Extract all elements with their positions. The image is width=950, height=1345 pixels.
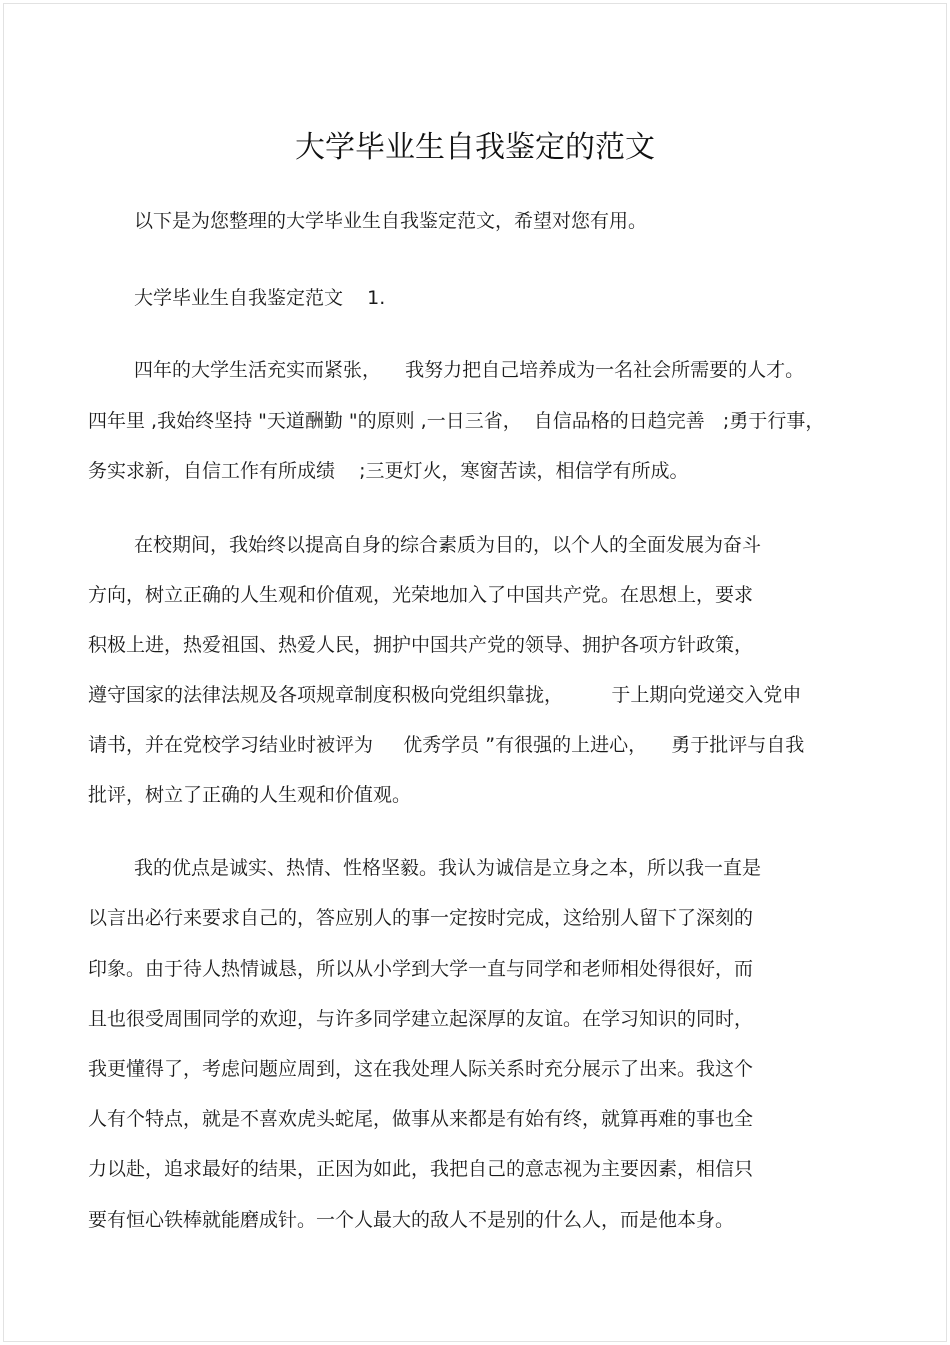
paragraph-3-line-7: 力以赴，追求最好的结果，正因为如此，我把自己的意志视为主要因素，相信只: [88, 1158, 754, 1180]
document-title: 大学毕业生自我鉴定的范文: [295, 130, 655, 165]
paragraph-2-line-5: 请书，并在党校学习结业时被评为 优秀学员 ”有很强的上进心， 勇于批评与自我: [88, 734, 805, 756]
paragraph-2-line-2: 方向，树立正确的人生观和价值观，光荣地加入了中国共产党。在思想上，要求: [88, 584, 754, 606]
paragraph-3-line-3: 印象。由于待人热情诚恳，所以从小学到大学一直与同学和老师相处得很好，而: [88, 958, 754, 980]
paragraph-1-line-2: 四年里 ,我始终坚持 "天道酬勤 "的原则 ,一日三省， 自信品格的日趋完善 ;勇于行事，: [88, 410, 825, 432]
section-heading: 大学毕业生自我鉴定范文 1.: [134, 287, 386, 309]
paragraph-3-line-4: 且也很受周围同学的欢迎，与许多同学建立起深厚的友谊。在学习知识的同时，: [88, 1008, 754, 1030]
paragraph-2-line-3: 积极上进，热爱祖国、热爱人民，拥护中国共产党的领导、拥护各项方针政策，: [88, 634, 754, 656]
document-page: [3, 3, 947, 1342]
paragraph-1-line-3: 务实求新，自信工作有所成绩 ;三更灯火，寒窗苦读，相信学有所成。: [88, 460, 689, 482]
paragraph-1-line-1: 四年的大学生活充实而紧张， 我努力把自己培养成为一名社会所需要的人才。: [134, 359, 805, 381]
paragraph-2-line-4: 遵守国家的法律法规及各项规章制度积极向党组织靠拢， 于上期向党递交入党申: [88, 684, 802, 706]
paragraph-3-line-8: 要有恒心铁棒就能磨成针。一个人最大的敌人不是别的什么人，而是他本身。: [88, 1209, 735, 1231]
paragraph-3-line-5: 我更懂得了，考虑问题应周到，这在我处理人际关系时充分展示了出来。我这个: [88, 1058, 754, 1080]
intro-line: 以下是为您整理的大学毕业生自我鉴定范文，希望对您有用。: [134, 210, 648, 232]
paragraph-3-line-2: 以言出必行来要求自己的，答应别人的事一定按时完成，这给别人留下了深刻的: [88, 907, 754, 929]
paragraph-2-line-1: 在校期间，我始终以提高自身的综合素质为目的，以个人的全面发展为奋斗: [134, 534, 762, 556]
paragraph-3-line-1: 我的优点是诚实、热情、性格坚毅。我认为诚信是立身之本，所以我一直是: [134, 857, 762, 879]
paragraph-2-line-6: 批评，树立了正确的人生观和价值观。: [88, 784, 412, 806]
paragraph-3-line-6: 人有个特点，就是不喜欢虎头蛇尾，做事从来都是有始有终，就算再难的事也全: [88, 1108, 754, 1130]
